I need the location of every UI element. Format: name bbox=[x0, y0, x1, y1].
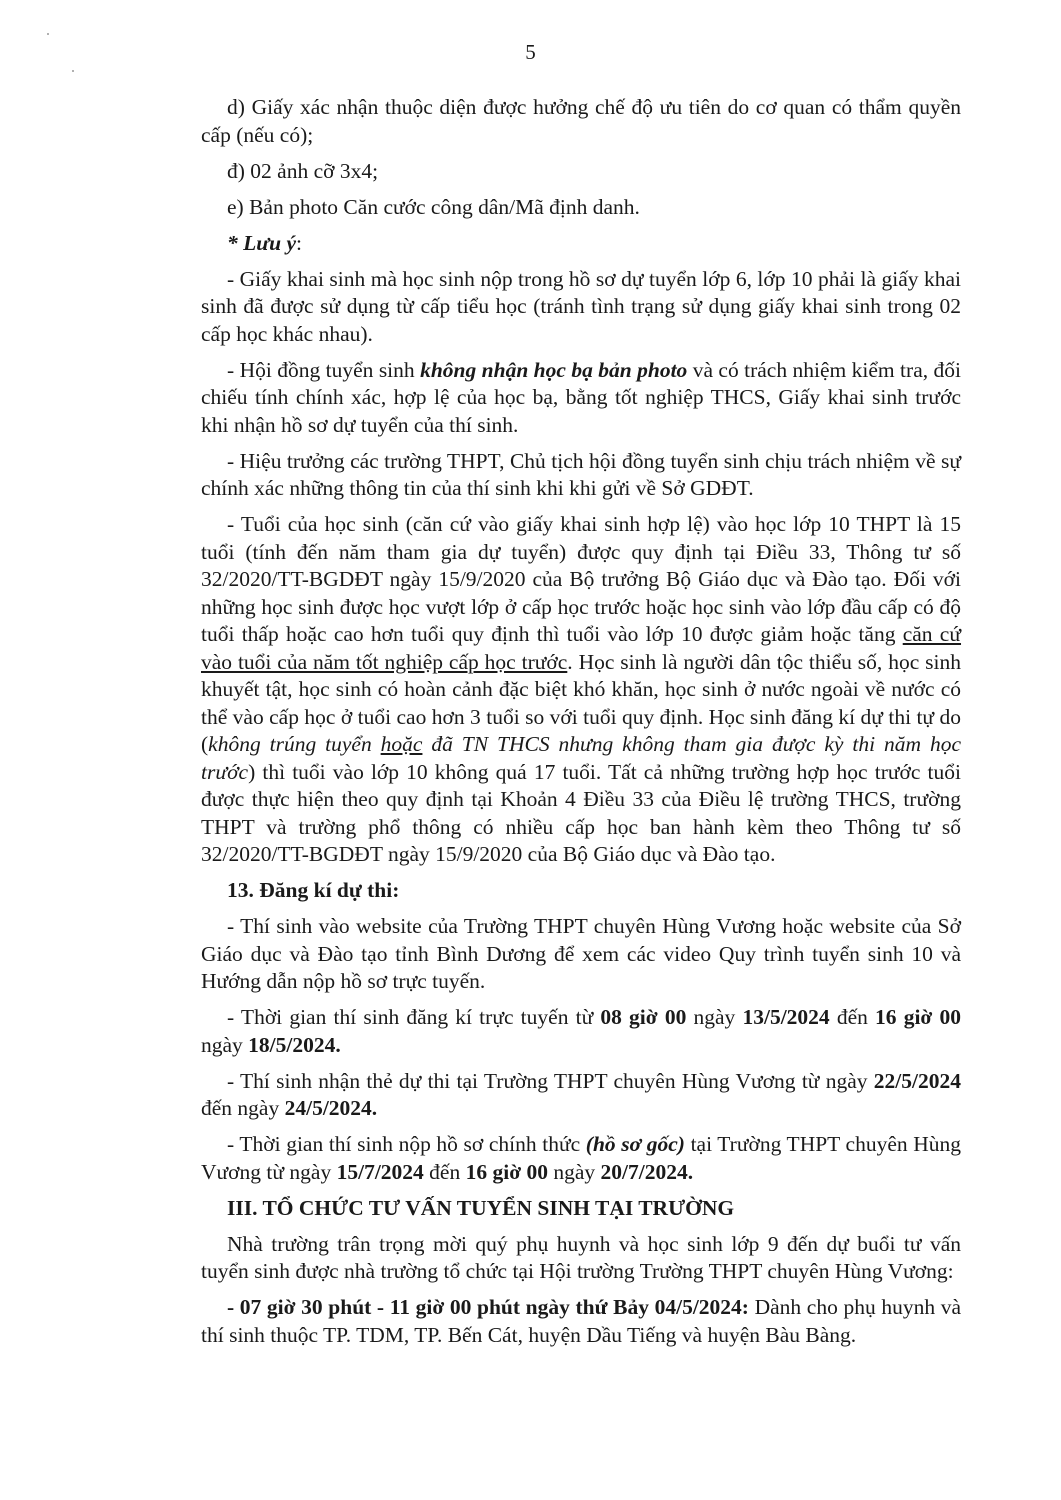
note-heading bbox=[201, 230, 961, 258]
note-paragraph-1: - Giấy khai sinh mà học sinh nộp trong hồ sơ dự tuyển lớp 6, lớp 10 phải là giấy khai sinh đã được sử dụng từ cấp tiểu học (tránh tình trạng sử dụng giấy khai sinh trong 02 cấp học khác nhau). bbox=[201, 266, 961, 346]
text-run: - Tuổi của học sinh (căn cứ vào giấy khai sinh hợp lệ) vào học lớp 10 THPT là 15 tuổi (tính đến năm tham gia dự tuyển) được quy định tại Điều 33, Thông tư số 32/2020/TT-BGDĐT ngày 15/9/2020 của Bộ trưởng Bộ Giáo dục và Đào tạo. Đối với những học sinh được học vượt lớp ở cấp học trước hoặc học sinh vào lớp đầu cấp có độ tuổi thấp hoặc cao hơn tuổi quy định thì tuổi vào lớp 10 được giảm hoặc tăng bbox=[201, 512, 961, 646]
text-run: ngày bbox=[201, 1032, 249, 1057]
section-13-paragraph-1: - Thí sinh vào website của Trường THPT chuyên Hùng Vương hoặc website của Sở Giáo dục và Đào tạo tỉnh Bình Dương để xem các video Quy trình tuyển sinh 10 và Hướng dẫn nộp hồ sơ trực tuyến. bbox=[201, 914, 961, 993]
bold-date: 13/5/2024 bbox=[742, 1005, 830, 1029]
text-run: - Thí sinh nhận thẻ dự thi tại Trường THPT chuyên Hùng Vương từ ngày bbox=[227, 1068, 874, 1093]
underlined-phrase: căn cứ vào tuổi của năm tốt nghiệp cấp học trước bbox=[201, 622, 962, 674]
text-run: đến bbox=[829, 1005, 876, 1029]
italic-underlined-word: hoặc bbox=[380, 732, 423, 756]
item-e: e) Bản photo Căn cước công dân/Mã định danh. bbox=[227, 194, 640, 219]
section-13-heading: 13. Đăng kí dự thi: bbox=[227, 878, 400, 902]
italic-phrase: đã TN THCS nhưng không tham gia được kỳ thi năm học trước bbox=[201, 732, 961, 784]
text-run: Dành cho phụ huynh và thí sinh thuộc TP. TDM, TP. Bến Cát, huyện Dầu Tiếng và huyện Bàu Bàng. bbox=[201, 1295, 961, 1347]
bold-italic-phrase: (hồ sơ gốc) bbox=[585, 1132, 685, 1156]
item-d: d) Giấy xác nhận thuộc diện được hưởng chế độ ưu tiên do cơ quan có thẩm quyền cấp (nếu có); bbox=[201, 95, 961, 147]
scan-speck bbox=[47, 33, 49, 35]
text-run: tại Trường THPT chuyên Hùng Vương từ ngày bbox=[201, 1132, 961, 1184]
text-run: và có trách nhiệm kiểm tra, đối chiếu tính chính xác, hợp lệ của học bạ, bằng tốt nghiệp THCS, Giấy khai sinh trước khi nhận hồ sơ dự tuyển của thí sinh. bbox=[201, 357, 961, 437]
note-label: * Lưu ý bbox=[227, 230, 297, 255]
note-paragraph-3: - Hiệu trưởng các trường THPT, Chủ tịch hội đồng tuyển sinh chịu trách nhiệm về sự chính xác những thông tin của thí sinh khi khi gửi về Sở GDĐT. bbox=[201, 448, 961, 500]
bold-time: 16 giờ 00 bbox=[875, 1005, 961, 1029]
section-3-paragraph-1: Nhà trường trân trọng mời quý phụ huynh và học sinh lớp 9 đến dự buổi tư vấn tuyển sinh được nhà trường tổ chức tại Hội trường Trường THPT chuyên Hùng Vương: bbox=[201, 1231, 961, 1283]
emphasis-no-photocopy: không nhận học bạ bản photo bbox=[420, 357, 688, 382]
bold-time: 16 giờ 00 bbox=[465, 1159, 548, 1184]
text-run: đến bbox=[423, 1159, 466, 1184]
bold-date: 18/5/2024. bbox=[248, 1032, 341, 1057]
note-paragraph-4 bbox=[201, 511, 961, 869]
bold-date: 15/7/2024 bbox=[336, 1159, 424, 1184]
note-colon: : bbox=[296, 230, 302, 255]
bold-date: 22/5/2024 bbox=[873, 1068, 961, 1093]
text-run: - Thời gian thí sinh nộp hồ sơ chính thức bbox=[227, 1132, 586, 1156]
document-body bbox=[201, 94, 961, 1358]
item-dd: đ) 02 ảnh cỡ 3x4; bbox=[227, 158, 379, 183]
text-run: đến ngày bbox=[201, 1096, 285, 1120]
scan-speck bbox=[72, 70, 74, 72]
section-3-heading: III. TỔ CHỨC TƯ VẤN TUYỂN SINH TẠI TRƯỜNG bbox=[227, 1195, 735, 1220]
section-13-paragraph-2 bbox=[201, 1004, 961, 1059]
section-13-paragraph-4 bbox=[201, 1131, 961, 1186]
page-number: 5 bbox=[525, 40, 536, 64]
section-13-paragraph-3 bbox=[201, 1068, 961, 1123]
italic-phrase: không trúng tuyển bbox=[208, 732, 381, 756]
text-run: - Hội đồng tuyển sinh bbox=[227, 357, 421, 382]
text-run: ngày bbox=[547, 1159, 601, 1184]
bold-schedule: - 07 giờ 30 phút - 11 giờ 00 phút ngày thứ Bảy 04/5/2024: bbox=[227, 1295, 749, 1319]
text-run: . Học sinh là người dân tộc thiểu số, học sinh khuyết tật, học sinh có hoàn cảnh đặc biệt khó khăn, học sinh ở nước ngoài về nước có thể vào cấp học ở tuổi cao hơn 3 tuổi so với tuổi quy định. Học sinh đăng kí dự thi tự do ( bbox=[201, 649, 961, 756]
note-paragraph-2 bbox=[201, 357, 961, 440]
text-run: - Thời gian thí sinh đăng kí trực tuyến từ bbox=[227, 1005, 601, 1029]
text-run: ) thì tuổi vào lớp 10 không quá 17 tuổi. Tất cả những trường hợp học trước tuổi được thực hiện theo quy định tại Khoản 4 Điều 33 của Điều lệ trường THCS, trường THPT và trường phổ thông có nhiều cấp học ban hành kèm theo Thông tư số 32/2020/TT-BGDĐT ngày 15/9/2020 của Bộ Giáo dục và Đào tạo. bbox=[201, 759, 961, 866]
bold-date: 20/7/2024. bbox=[600, 1159, 694, 1184]
section-3-paragraph-2 bbox=[201, 1294, 961, 1349]
bold-time: 08 giờ 00 bbox=[600, 1005, 687, 1029]
bold-date: 24/5/2024. bbox=[284, 1096, 378, 1120]
text-run: ngày bbox=[686, 1005, 743, 1029]
